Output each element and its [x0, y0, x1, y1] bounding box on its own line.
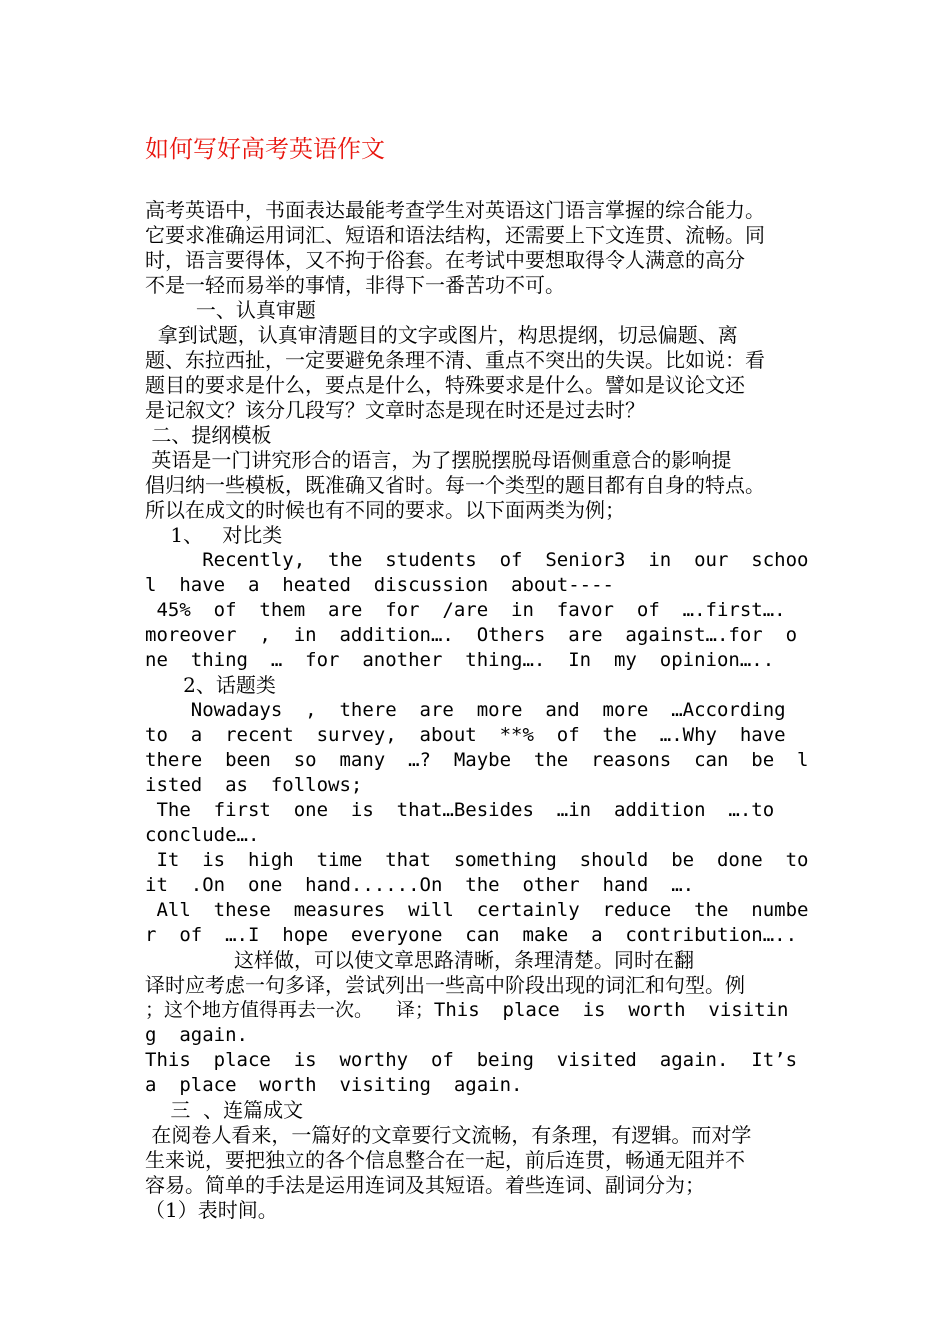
body-line: 拿到试题，认真审清题目的文字或图片，构思提纲，切忌偏题、离: [145, 323, 738, 347]
body-line: The first one is that…Besides …in addition ….to: [145, 799, 775, 821]
body-line: 时，语言要得体，又不拘于俗套。在考试中要想取得令人满意的高分: [145, 248, 745, 272]
body-line: It is high time that something should be done to: [145, 849, 809, 871]
body-line: to a recent survey, about **% of the ….Why have: [145, 724, 786, 746]
body-line: 倡归纳一些模板，既准确又省时。每一个类型的题目都有自身的特点。: [145, 473, 765, 497]
body-line: 这样做，可以使文章思路清晰，条理清楚。同时在翻: [145, 948, 695, 972]
document-title: 如何写好高考英语作文: [145, 135, 385, 163]
body-line: 不是一轻而易举的事情，非得下一番苦功不可。: [145, 273, 565, 297]
body-line: there been so many …? Maybe the reasons can be l: [145, 749, 809, 771]
body-line: isted as follows;: [145, 774, 363, 796]
body-line: 容易。简单的手法是运用连词及其短语。着些连词、副词分为；: [145, 1173, 705, 1197]
body-line: 2、话题类: [145, 673, 276, 697]
body-line: ；这个地方值得再去一次。 译；This place is worth visitin: [145, 999, 789, 1021]
body-line: r of ….I hope everyone can make a contribution…..: [145, 924, 798, 946]
body-line: 一、认真审题: [145, 298, 316, 322]
body-line: 译时应考虑一句多译，尝试列出一些高中阶段出现的词汇和句型。例: [145, 973, 745, 997]
body-line: 它要求准确运用词汇、短语和语法结构，还需要上下文连贯、流畅。同: [145, 223, 765, 247]
body-line: 英语是一门讲究形合的语言，为了摆脱摆脱母语侧重意合的影响提: [145, 448, 732, 472]
document-body: [145, 198, 815, 1223]
body-line: Nowadays , there are more and more …According: [145, 699, 786, 721]
body-line: ne thing … for another thing…. In my opinion…..: [145, 649, 775, 671]
body-line: a place worth visiting again.: [145, 1074, 523, 1096]
body-line: 1、 对比类: [145, 523, 283, 547]
body-line: （1）表时间。: [145, 1198, 278, 1222]
body-line: g again.: [145, 1024, 248, 1046]
body-line: Recently, the students of Senior3 in our schoo: [145, 549, 809, 571]
body-line: 二、提纲模板: [145, 423, 272, 447]
body-line: 生来说，要把独立的各个信息整合在一起，前后连贯，畅通无阻并不: [145, 1148, 745, 1172]
body-line: 所以在成文的时候也有不同的要求。以下面两类为例；: [145, 498, 625, 522]
body-line: 三 、连篇成文: [145, 1098, 304, 1122]
body-line: moreover , in addition…. Others are against….for o: [145, 624, 798, 646]
body-line: This place is worthy of being visited again. It’s: [145, 1049, 798, 1071]
body-line: l have a heated discussion about----: [145, 574, 614, 596]
body-line: conclude….: [145, 824, 260, 846]
body-line: it .On one hand......On the other hand ….: [145, 874, 695, 896]
body-line: 45% of them are for /are in favor of ….first….: [145, 599, 786, 621]
body-line: 题、东拉西扯，一定要避免条理不清、重点不突出的失误。比如说：看: [145, 348, 765, 372]
body-line: 是记叙文？该分几段写？文章时态是现在时还是过去时？: [145, 398, 645, 422]
body-line: All these measures will certainly reduce the numbe: [145, 899, 809, 921]
body-line: 题目的要求是什么，要点是什么，特殊要求是什么。譬如是议论文还: [145, 373, 745, 397]
body-line: 高考英语中，书面表达最能考查学生对英语这门语言掌握的综合能力。: [145, 198, 765, 222]
body-line: 在阅卷人看来，一篇好的文章要行文流畅，有条理，有逻辑。而对学: [145, 1123, 752, 1147]
